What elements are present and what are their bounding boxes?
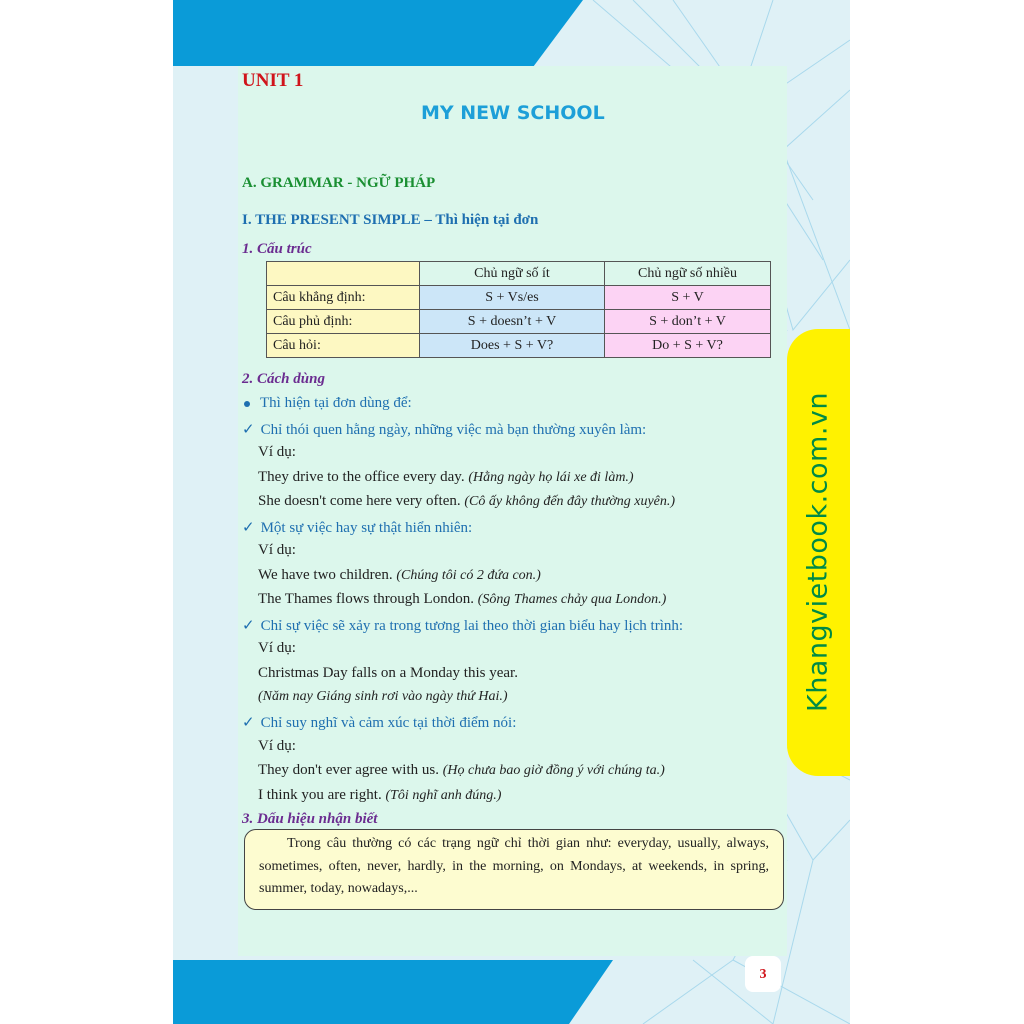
subheading-signs: 3. Dấu hiệu nhận biết xyxy=(242,811,378,827)
example-translation: (Tôi nghĩ anh đúng.) xyxy=(385,788,502,803)
table-cell: Do + S + V? xyxy=(605,334,771,358)
check-icon: ✓ xyxy=(242,422,255,438)
top-band xyxy=(173,0,583,66)
row-label: Câu hỏi: xyxy=(267,334,420,358)
table-cell: S + Vs/es xyxy=(420,286,605,310)
example-line: Christmas Day falls on a Monday this year. xyxy=(258,665,518,681)
table-row xyxy=(267,334,771,358)
row-label: Câu phủ định: xyxy=(267,310,420,334)
table-cell: Does + S + V? xyxy=(420,334,605,358)
table-header-singular: Chủ ngữ số ít xyxy=(420,262,605,286)
bottom-band xyxy=(173,960,613,1024)
example-label: Ví dụ: xyxy=(258,738,296,754)
example-translation: (Hằng ngày họ lái xe đi làm.) xyxy=(468,470,634,485)
example-line: We have two children. (Chúng tôi có 2 đứa con.) xyxy=(258,567,541,583)
example-translation: (Cô ấy không đến đây thường xuyên.) xyxy=(464,494,676,509)
signs-box: Trong câu thường có các trạng ngữ chỉ thời gian như: everyday, usually, always, sometimes, often, never, hardly, in the morning, on Mondays, at weekends, in spring, summer, today, nowadays,... xyxy=(244,829,784,910)
usage-bullet xyxy=(244,395,412,412)
brand-text: Khangvietbook.com.vn xyxy=(802,391,834,713)
table-header-plural: Chủ ngữ số nhiều xyxy=(605,262,771,286)
use-heading: ✓ Một sự việc hay sự thật hiển nhiên: xyxy=(242,520,473,536)
section-present-simple: I. THE PRESENT SIMPLE – Thì hiện tại đơn xyxy=(242,212,539,228)
row-label: Câu khẳng định: xyxy=(267,286,420,310)
table-cell xyxy=(267,262,420,286)
table-header-row xyxy=(267,262,771,286)
example-translation: (Chúng tôi có 2 đứa con.) xyxy=(396,568,541,583)
table-cell: S + don’t + V xyxy=(605,310,771,334)
structure-table xyxy=(266,261,771,358)
table-cell: S + V xyxy=(605,286,771,310)
use-heading: ✓ Chỉ sự việc sẽ xảy ra trong tương lai theo thời gian biểu hay lịch trình: xyxy=(242,618,684,634)
example-label: Ví dụ: xyxy=(258,542,296,558)
example-translation: (Họ chưa bao giờ đồng ý với chúng ta.) xyxy=(442,763,665,778)
check-icon: ✓ xyxy=(242,618,255,634)
bullet-icon xyxy=(244,401,250,407)
table-cell: S + doesn’t + V xyxy=(420,310,605,334)
example-translation: (Sông Thames chảy qua London.) xyxy=(477,592,667,607)
page-number: 3 xyxy=(745,956,781,992)
section-grammar: A. GRAMMAR - NGỮ PHÁP xyxy=(242,175,436,191)
usage-intro: Thì hiện tại đơn dùng để: xyxy=(260,395,412,411)
example-line: The Thames flows through London. (Sông Thames chảy qua London.) xyxy=(258,591,667,607)
example-line: She doesn't come here very often. (Cô ấy không đến đây thường xuyên.) xyxy=(258,493,676,509)
table-row xyxy=(267,286,771,310)
example-line: They don't ever agree with us. (Họ chưa bao giờ đồng ý với chúng ta.) xyxy=(258,762,665,778)
example-label: Ví dụ: xyxy=(258,444,296,460)
check-icon: ✓ xyxy=(242,715,255,731)
example-translation: (Năm nay Giáng sinh rơi vào ngày thứ Hai.) xyxy=(258,689,508,704)
use-heading: ✓ Chỉ thói quen hằng ngày, những việc mà bạn thường xuyên làm: xyxy=(242,422,647,438)
use-heading: ✓ Chỉ suy nghĩ và cảm xúc tại thời điểm nói: xyxy=(242,715,517,731)
example-line: They drive to the office every day. (Hằng ngày họ lái xe đi làm.) xyxy=(258,469,634,485)
table-row xyxy=(267,310,771,334)
page-title: MY NEW SCHOOL xyxy=(421,102,605,124)
subheading-usage: 2. Cách dùng xyxy=(242,371,325,387)
check-icon: ✓ xyxy=(242,520,255,536)
unit-label: UNIT 1 xyxy=(242,70,304,91)
example-label: Ví dụ: xyxy=(258,640,296,656)
subheading-structure: 1. Cấu trúc xyxy=(242,241,312,257)
example-line: I think you are right. (Tôi nghĩ anh đúng.) xyxy=(258,787,502,803)
